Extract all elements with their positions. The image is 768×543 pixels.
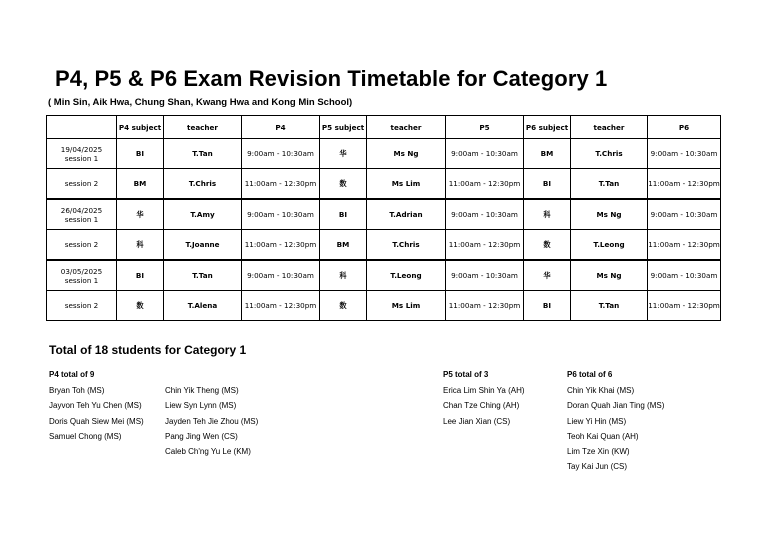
p4-teacher-cell: T.Alena xyxy=(164,291,242,321)
list-item: Jayvon Teh Yu Chen (MS) xyxy=(49,401,142,411)
list-item: Tay Kai Jun (CS) xyxy=(567,462,628,472)
list-item: Lee Jian Xian (CS) xyxy=(443,416,511,426)
header-cell-p6-time: P6 xyxy=(648,116,721,139)
p6-teacher-cell: T.Chris xyxy=(571,139,648,169)
p5-teacher-cell: Ms Lim xyxy=(367,169,446,200)
p4-time-cell: 9:00am - 10:30am xyxy=(242,260,320,291)
header-cell-p5-subject: P5 subject xyxy=(320,116,367,139)
p6-subject-cell: 科 xyxy=(524,199,571,230)
p4-teacher-cell: T.Amy xyxy=(164,199,242,230)
page-title: P4, P5 & P6 Exam Revision Timetable for Category 1 xyxy=(55,66,608,91)
page-subtitle: ( Min Sin, Aik Hwa, Chung Shan, Kwang Hwa and Kong Min School) xyxy=(48,97,353,108)
p6-subject-cell: 数 xyxy=(524,230,571,261)
date-text: 19/04/2025 xyxy=(60,144,103,154)
p4-subject-cell: 科 xyxy=(117,230,164,261)
p4-time-cell: 9:00am - 10:30am xyxy=(242,199,320,230)
p5-time-cell: 9:00am - 10:30am xyxy=(446,139,524,169)
p4-student-list-col2 xyxy=(165,384,258,460)
list-item: Bryan Toh (MS) xyxy=(49,386,105,395)
p5-time-cell: 9:00am - 10:30am xyxy=(446,199,524,230)
list-item: Chan Tze Ching (AH) xyxy=(443,401,520,411)
p5-student-list xyxy=(443,369,525,430)
p6-time-cell: 9:00am - 10:30am xyxy=(648,199,721,230)
header-cell-p4-subject: P4 subject xyxy=(117,116,164,139)
list-item: Lim Tze Xin (KW) xyxy=(567,447,630,457)
p5-subject-cell: 科 xyxy=(320,260,367,291)
date-text: 03/05/2025 xyxy=(60,266,103,276)
p6-teacher-cell: T.Leong xyxy=(571,230,648,261)
p6-teacher-cell: T.Tan xyxy=(571,291,648,321)
p5-time-cell: 11:00am - 12:30pm xyxy=(446,169,524,200)
p4-subject-cell: BM xyxy=(117,169,164,200)
p5-heading: P5 total of 3 xyxy=(443,370,489,379)
date-cell xyxy=(47,199,117,230)
table-row xyxy=(47,230,721,261)
list-item: Liew Syn Lynn (MS) xyxy=(165,401,237,411)
table-row xyxy=(47,199,721,230)
table-row xyxy=(47,291,721,321)
header-cell-p6-subject: P6 subject xyxy=(524,116,571,139)
p5-teacher-cell: Ms Lim xyxy=(367,291,446,321)
session-cell: session 2 xyxy=(47,169,117,200)
timetable-header-row xyxy=(47,116,721,139)
p4-teacher-cell: T.Joanne xyxy=(164,230,242,261)
p5-subject-cell: 华 xyxy=(320,139,367,169)
p5-teacher-cell: T.Leong xyxy=(367,260,446,291)
table-row xyxy=(47,260,721,291)
p6-time-cell: 11:00am - 12:30pm xyxy=(648,230,721,261)
p4-teacher-cell: T.Tan xyxy=(164,260,242,291)
p4-student-list-col1 xyxy=(49,369,144,445)
p6-heading: P6 total of 6 xyxy=(567,370,613,379)
p6-teacher-cell: Ms Ng xyxy=(571,260,648,291)
session-cell: session 2 xyxy=(47,230,117,261)
p5-time-cell: 11:00am - 12:30pm xyxy=(446,291,524,321)
list-item: Doris Quah Siew Mei (MS) xyxy=(49,416,144,426)
date-cell xyxy=(47,260,117,291)
header-cell-p4-teacher: teacher xyxy=(164,116,242,139)
p6-subject-cell: 华 xyxy=(524,260,571,291)
p4-time-cell: 11:00am - 12:30pm xyxy=(242,291,320,321)
p5-subject-cell: BM xyxy=(320,230,367,261)
p5-teacher-cell: Ms Ng xyxy=(367,139,446,169)
header-cell-p6-teacher: teacher xyxy=(571,116,648,139)
list-item: Jayden Teh Jie Zhou (MS) xyxy=(165,416,259,426)
table-row xyxy=(47,169,721,200)
p6-subject-cell: BI xyxy=(524,169,571,200)
list-item: Erica Lim Shin Ya (AH) xyxy=(443,386,525,395)
p5-subject-cell: BI xyxy=(320,199,367,230)
date-text: 26/04/2025 xyxy=(60,205,103,215)
header-cell-p5-time: P5 xyxy=(446,116,524,139)
list-item: Liew Yi Hin (MS) xyxy=(567,416,627,426)
p4-time-cell: 9:00am - 10:30am xyxy=(242,139,320,169)
p6-subject-cell: BI xyxy=(524,291,571,321)
p6-teacher-cell: T.Tan xyxy=(571,169,648,200)
p4-heading: P4 total of 9 xyxy=(49,370,95,379)
list-item: Pang Jing Wen (CS) xyxy=(165,431,238,441)
session-cell: session 2 xyxy=(47,291,117,321)
list-item: Caleb Ch'ng Yu Le (KM) xyxy=(165,447,251,457)
date-cell xyxy=(47,139,117,169)
list-item: Doran Quah Jian Ting (MS) xyxy=(567,401,665,411)
p4-teacher-cell: T.Tan xyxy=(164,139,242,169)
p5-time-cell: 11:00am - 12:30pm xyxy=(446,230,524,261)
list-item: Teoh Kai Quan (AH) xyxy=(567,431,639,441)
p6-subject-cell: BM xyxy=(524,139,571,169)
p5-teacher-cell: T.Adrian xyxy=(367,199,446,230)
header-cell-p5-teacher: teacher xyxy=(367,116,446,139)
session-text: session 1 xyxy=(64,214,99,224)
list-item: Chin Yik Khai (MS) xyxy=(567,386,635,395)
p6-student-list xyxy=(567,369,664,476)
p6-time-cell: 11:00am - 12:30pm xyxy=(648,169,721,200)
timetable xyxy=(46,115,721,321)
list-item: Chin Yik Theng (MS) xyxy=(165,386,239,395)
p6-time-cell: 9:00am - 10:30am xyxy=(648,139,721,169)
p6-time-cell: 9:00am - 10:30am xyxy=(648,260,721,291)
table-row xyxy=(47,139,721,169)
p4-subject-cell: BI xyxy=(117,260,164,291)
p4-subject-cell: 数 xyxy=(117,291,164,321)
p5-subject-cell: 数 xyxy=(320,291,367,321)
p4-subject-cell: BI xyxy=(117,139,164,169)
list-item: Samuel Chong (MS) xyxy=(49,431,122,441)
p5-subject-cell: 数 xyxy=(320,169,367,200)
session-text: session 1 xyxy=(64,153,99,163)
p6-teacher-cell: Ms Ng xyxy=(571,199,648,230)
p4-time-cell: 11:00am - 12:30pm xyxy=(242,169,320,200)
header-cell-date xyxy=(47,116,117,139)
header-cell-p4-time: P4 xyxy=(242,116,320,139)
p5-teacher-cell: T.Chris xyxy=(367,230,446,261)
p4-time-cell: 11:00am - 12:30pm xyxy=(242,230,320,261)
session-text: session 1 xyxy=(64,275,99,285)
p5-time-cell: 9:00am - 10:30am xyxy=(446,260,524,291)
p6-time-cell: 11:00am - 12:30pm xyxy=(648,291,721,321)
p4-teacher-cell: T.Chris xyxy=(164,169,242,200)
p4-subject-cell: 华 xyxy=(117,199,164,230)
total-heading: Total of 18 students for Category 1 xyxy=(49,343,247,357)
